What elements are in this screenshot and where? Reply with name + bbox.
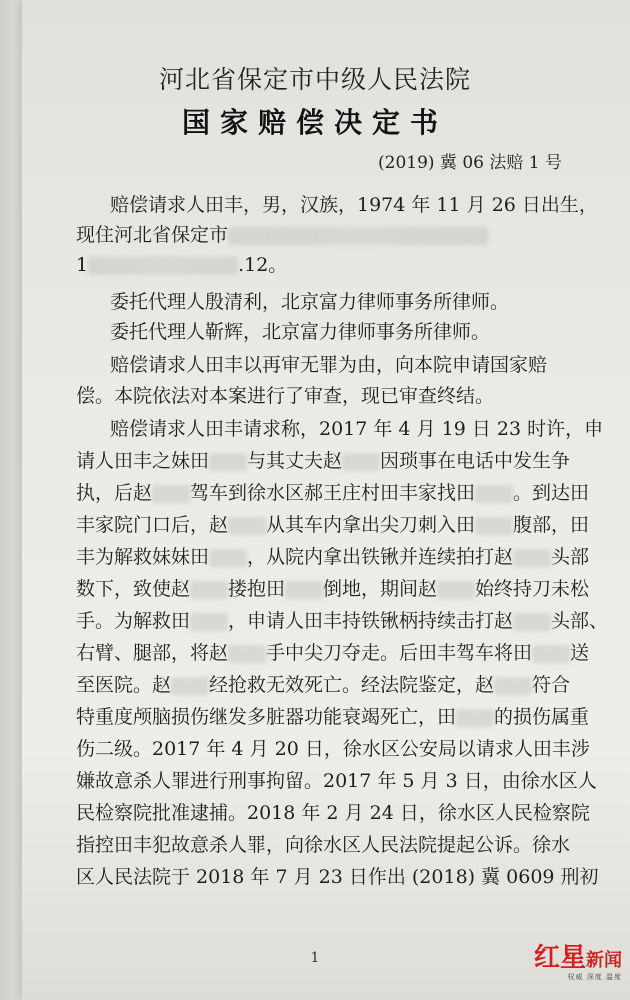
body-text: 请人田丰之妹田 xyxy=(76,450,210,472)
body-text: 倒地，期间赵 xyxy=(323,578,438,600)
body-text: ，申请人田丰持铁锹柄持续击打赵 xyxy=(228,610,514,632)
body-line xyxy=(76,606,608,633)
body-line xyxy=(76,766,597,793)
body-text: 的损伤属重 xyxy=(494,706,590,728)
body-text: 赔偿请求人田丰，男，汉族，1974 年 11 月 26 日出生， xyxy=(110,194,598,216)
redacted-text xyxy=(228,645,266,663)
body-text: 经抢救无效死亡。经法院鉴定，赵 xyxy=(209,674,495,696)
body-text: 特重度颅脑损伤继发多脏器功能衰竭死亡，田 xyxy=(76,706,457,728)
body-text: 头部、 xyxy=(551,610,609,632)
body-text: 赔偿请求人田丰以再审无罪为由，向本院申请国家赔 xyxy=(110,354,548,376)
redacted-text xyxy=(190,613,228,631)
body-text: 偿。本院依法对本案进行了审查，现已审查终结。 xyxy=(76,385,495,407)
body-line xyxy=(76,862,599,889)
redacted-text xyxy=(437,581,475,599)
body-text: 始终持刀未松 xyxy=(475,578,590,600)
body-line xyxy=(76,542,589,569)
body-text: 委托代理人靳辉，北京富力律师事务所律师。 xyxy=(110,321,491,343)
body-text: 现住河北省保定市 xyxy=(76,224,229,246)
body-line xyxy=(110,287,509,314)
body-text: 腹部，田 xyxy=(513,514,590,536)
watermark-sub: 权威 深度 温度 xyxy=(567,973,622,981)
body-text: 。到达田 xyxy=(513,482,590,504)
redacted-text xyxy=(513,613,551,631)
watermark-main-small: 新闻 xyxy=(586,950,622,971)
body-text: 赔偿请求人田丰请求称，2017 年 4 月 19 日 23 时许，申 xyxy=(110,418,604,440)
redacted-text xyxy=(513,549,551,567)
body-text: 民检察院批准逮捕。2018 年 2 月 24 日，徐水区人民检察院 xyxy=(76,802,590,824)
body-text: 手中尖刀夺走。后田丰驾车将田 xyxy=(266,642,533,664)
body-text: 头部 xyxy=(551,546,590,568)
redacted-text xyxy=(228,227,488,245)
body-text: 指控田丰犯故意杀人罪，向徐水区人民法院提起公诉。徐水 xyxy=(76,834,571,856)
redacted-text xyxy=(209,453,247,471)
body-text: 驾车到徐水区郝王庄村田丰家找田 xyxy=(190,482,476,504)
body-line xyxy=(76,478,589,505)
body-text: 数下，致使赵 xyxy=(76,578,191,600)
body-text: 丰为解救妹妹田 xyxy=(76,546,210,568)
body-line xyxy=(76,220,488,247)
body-line xyxy=(76,830,570,857)
body-line xyxy=(76,798,590,825)
body-text: 因琐事在电话中发生争 xyxy=(380,450,571,472)
body-line xyxy=(76,638,589,665)
body-text: 伤二级。2017 年 4 月 20 日，徐水区公安局以请求人田丰涉 xyxy=(76,738,590,760)
redacted-text xyxy=(532,645,570,663)
body-text: ，从院内拿出铁锹并连续拍打赵 xyxy=(247,546,514,568)
body-text: 符合 xyxy=(532,674,571,696)
case-number: (2019) 冀 06 法赔 1 号 xyxy=(378,153,562,173)
redacted-text xyxy=(475,517,513,535)
body-line xyxy=(76,250,287,277)
document-title: 国家赔偿决定书 xyxy=(181,106,448,139)
redacted-text xyxy=(171,677,209,695)
page-background-edge xyxy=(0,0,22,1000)
body-text: 与其丈夫赵 xyxy=(247,450,343,472)
watermark-main: 红星 xyxy=(533,943,586,973)
body-line xyxy=(110,190,598,217)
body-text: 至医院。赵 xyxy=(76,674,172,696)
body-text: 手。为解救田 xyxy=(76,610,191,632)
body-text: 执，后赵 xyxy=(76,482,153,504)
redacted-text xyxy=(285,581,323,599)
body-text: 从其车内拿出尖刀刺入田 xyxy=(266,514,476,536)
body-line xyxy=(76,510,589,537)
body-line xyxy=(76,574,589,601)
body-text: 右臂、腿部，将赵 xyxy=(76,642,229,664)
body-line xyxy=(110,414,603,441)
body-line xyxy=(76,734,590,761)
redacted-text xyxy=(88,257,238,275)
body-text: 区人民法院于 2018 年 7 月 23 日作出 (2018) 冀 0609 刑初 xyxy=(76,866,599,888)
body-text: .12。 xyxy=(238,254,288,276)
body-line xyxy=(110,350,547,377)
redacted-text xyxy=(456,709,494,727)
court-name: 河北省保定市中级人民法院 xyxy=(158,65,471,94)
redacted-text xyxy=(228,517,266,535)
body-line xyxy=(110,317,490,344)
body-line xyxy=(76,670,570,697)
redacted-text xyxy=(342,453,380,471)
body-text: 搂抱田 xyxy=(228,578,286,600)
body-text: 丰家院门口后，赵 xyxy=(76,514,229,536)
redacted-text xyxy=(209,549,247,567)
body-text: 嫌故意杀人罪进行刑事拘留。2017 年 5 月 3 日，由徐水区人 xyxy=(76,770,597,792)
news-watermark-logo xyxy=(534,937,622,982)
body-line xyxy=(76,702,589,729)
body-line xyxy=(76,381,494,408)
redacted-text xyxy=(152,485,190,503)
page-number: 1 xyxy=(310,950,320,966)
body-text: 送 xyxy=(570,642,590,664)
redacted-text xyxy=(475,485,513,503)
redacted-text xyxy=(190,581,228,599)
body-text: 委托代理人殷清利，北京富力律师事务所律师。 xyxy=(110,291,510,313)
body-line xyxy=(76,446,570,473)
redacted-text xyxy=(494,677,532,695)
body-text: 1 xyxy=(76,254,89,276)
